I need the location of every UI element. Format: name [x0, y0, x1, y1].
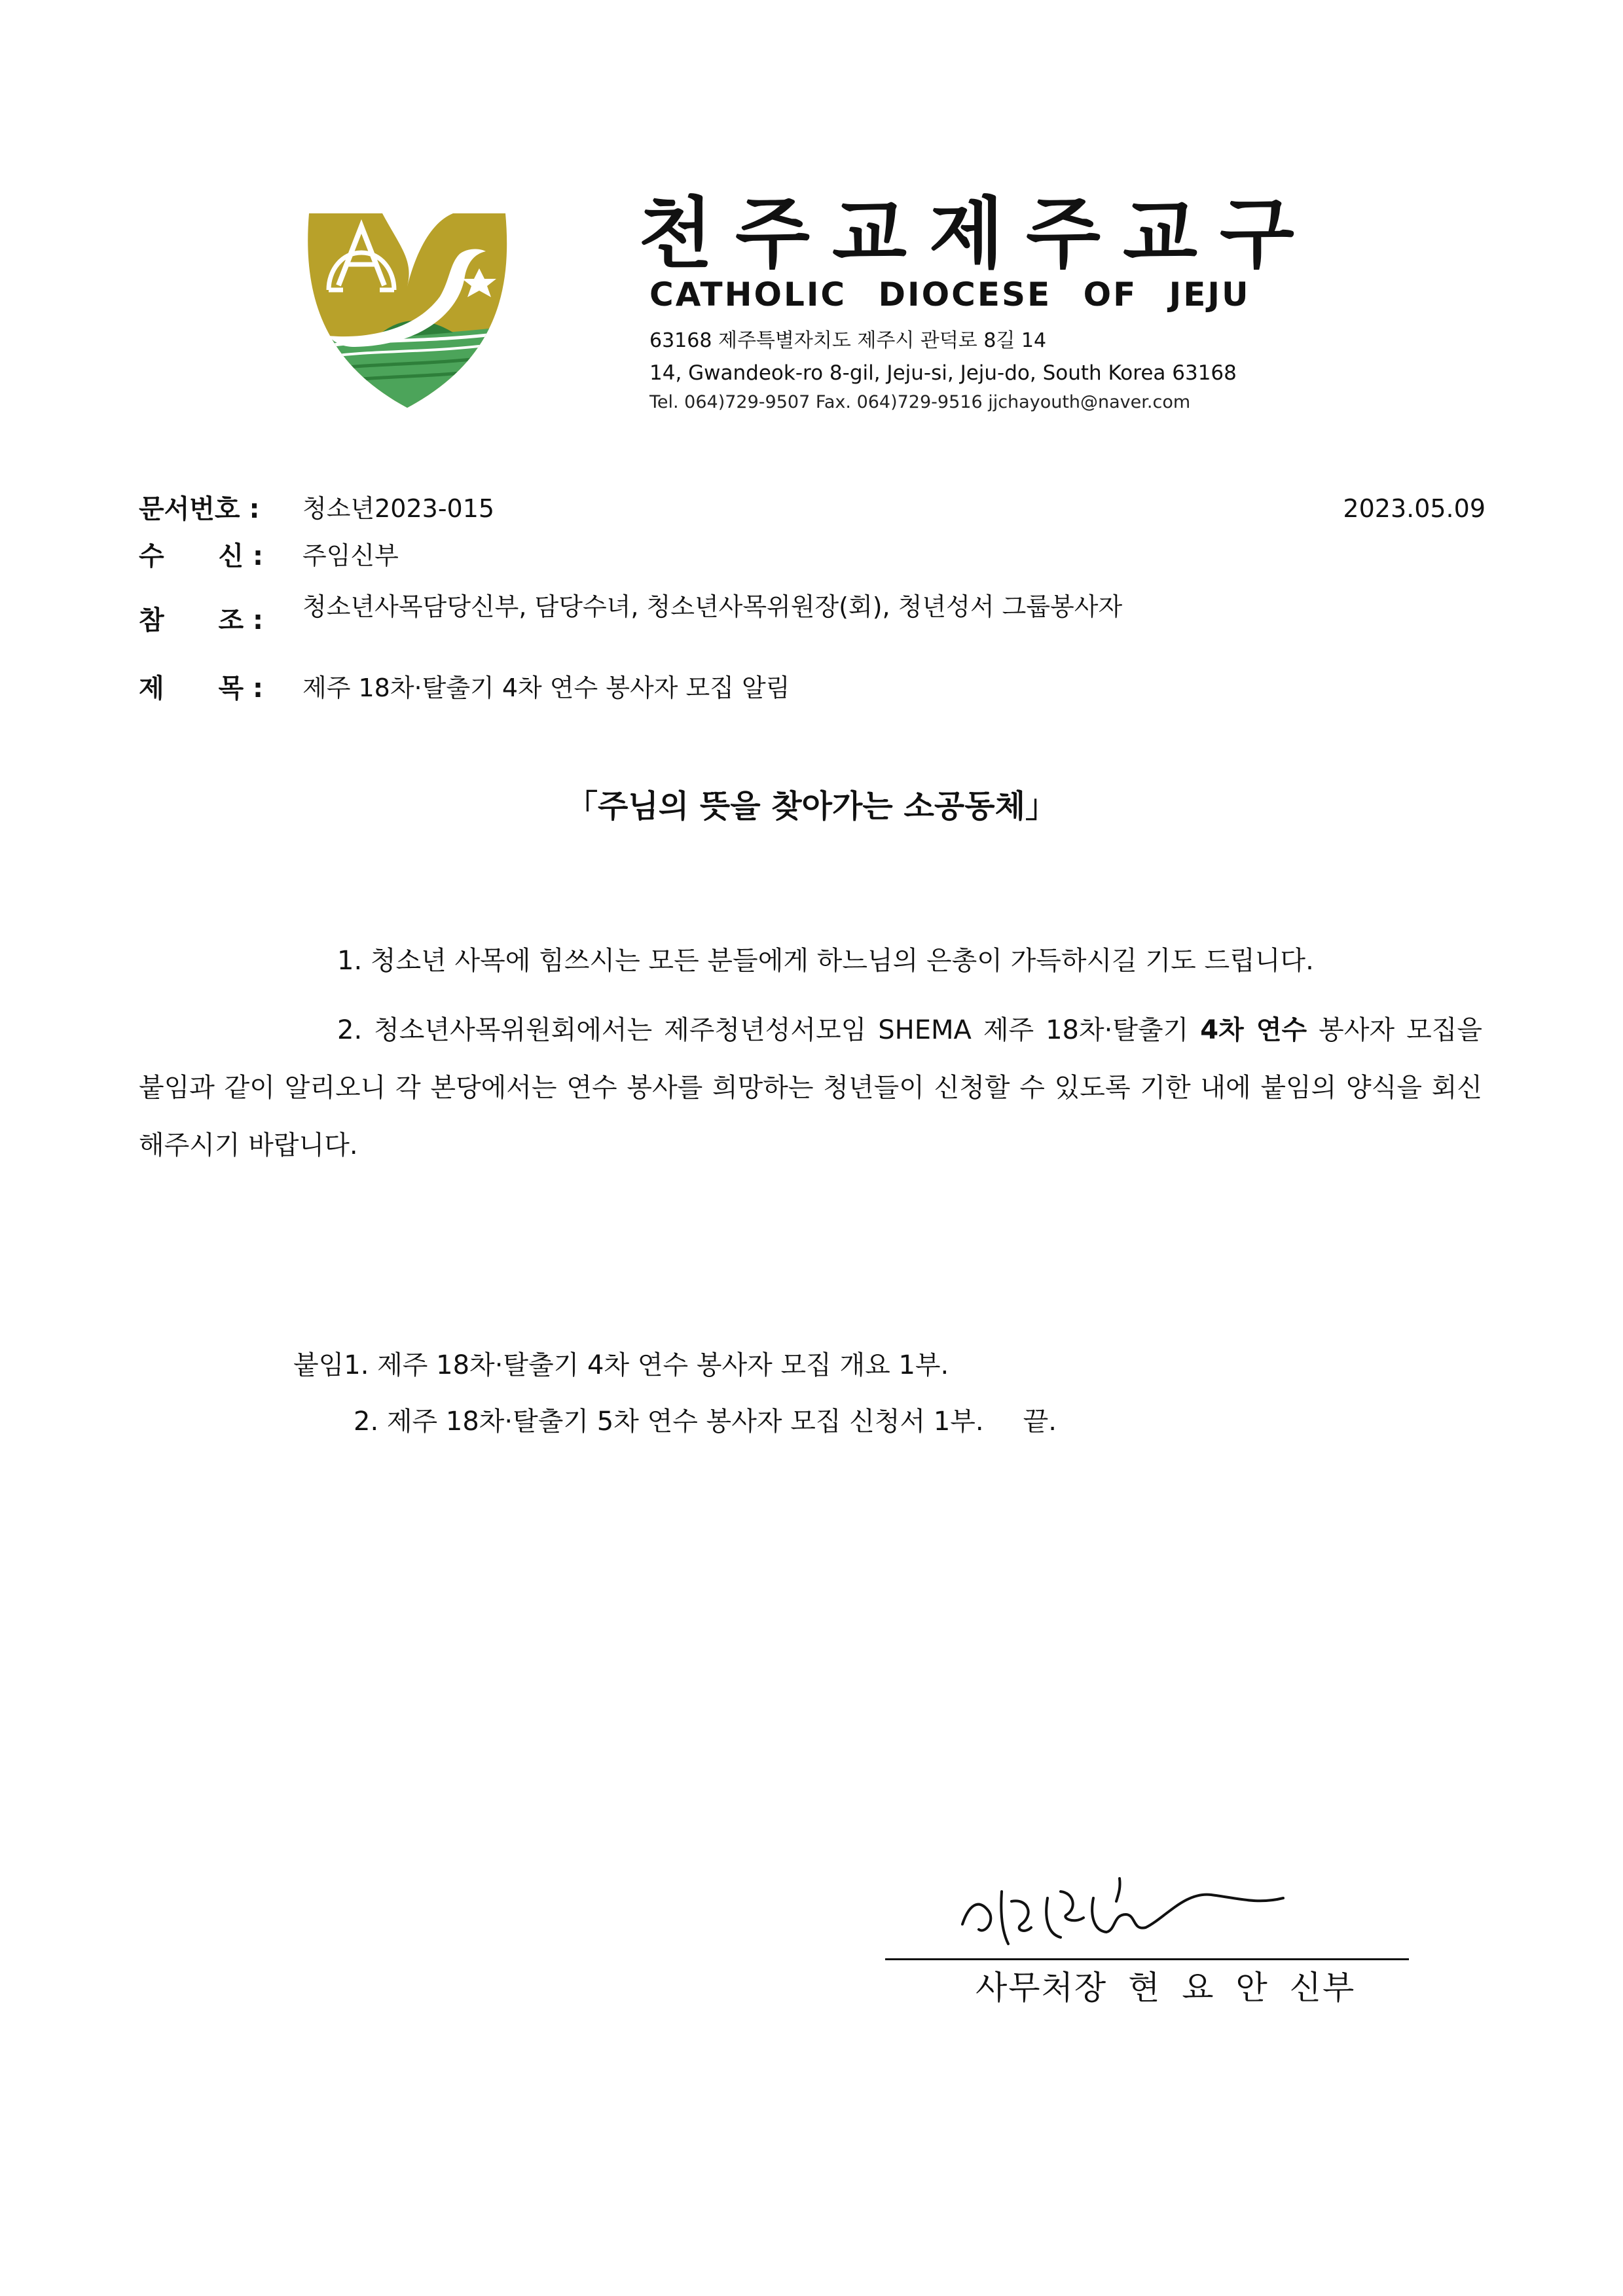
- recipient: 주임신부: [302, 541, 399, 570]
- diocese-emblem-icon: [302, 208, 512, 411]
- subject-label-group: [139, 675, 263, 702]
- signatory-name: 사무처장 현 요 안 신부: [976, 1969, 1356, 2007]
- doc-number: 청소년2023-015: [302, 494, 495, 523]
- subject: 제주 18차·탈출기 4차 연수 봉사자 모집 알림: [302, 673, 790, 702]
- recipient-label: [139, 543, 263, 569]
- body-paragraph-2-emphasis: 4차 연수: [1200, 1015, 1307, 1045]
- reference-label-b: 조 :: [218, 605, 263, 636]
- document-date: 2023.05.09: [1343, 494, 1486, 523]
- address-english: 14, Gwandeok-ro 8-gil, Jeju-si, Jeju-do, South Korea 63168: [649, 361, 1237, 385]
- signature-line: [885, 1958, 1409, 1960]
- reference-label: [139, 607, 263, 634]
- doc-number-label-text: 문서번호 :: [139, 494, 260, 524]
- address-korean: 63168 제주특별자치도 제주시 관덕로 8길 14: [649, 329, 1047, 352]
- body-paragraph-2: [139, 1001, 1482, 1174]
- doc-number-label: [139, 496, 259, 522]
- contact-info: Tel. 064)729-9507 Fax. 064)729-9516 jjchayouth@naver.com: [649, 392, 1191, 412]
- recipient-label-a: 수: [139, 541, 164, 571]
- subject-label-a: 제: [139, 673, 164, 704]
- body-paragraph-2-part-b: 봉사자 모집을 붙임과 같이 알리오니 각 본당에서는 연수 봉사를 희망하는 청년들이 신청할 수 있도록 기한 내에 붙임의 양식을 회신해주시기 바랍니다.: [139, 1015, 1482, 1160]
- subject-label-b: 목 :: [218, 673, 263, 704]
- attachment-item-1: 붙임1. 제주 18차·탈출기 4차 연수 봉사자 모집 개요 1부.: [293, 1350, 949, 1380]
- body-paragraph-1: 1. 청소년 사목에 힘쓰시는 모든 분들에게 하느님의 은총이 가득하시길 기도 드립니다.: [337, 946, 1314, 976]
- body-paragraph-2-part-a: 2. 청소년사목위원회에서는 제주청년성서모임 SHEMA 제주 18차·탈출기: [337, 1015, 1201, 1045]
- end-mark: 끝.: [1023, 1407, 1057, 1437]
- reference-label-a: 참: [139, 605, 164, 636]
- reference-recipients: 청소년사목담당신부, 담당수녀, 청소년사목위원장(회), 청년성서 그룹봉사자: [302, 592, 1123, 621]
- reference-label-group: [139, 607, 263, 634]
- attachment-item-2-text: 2. 제주 18차·탈출기 5차 연수 봉사자 모집 신청서 1부.: [354, 1407, 984, 1437]
- attachment-item-2: [354, 1408, 1057, 1435]
- organization-name-korean: 천주교제주교구: [638, 188, 1317, 279]
- subject-label: [139, 675, 263, 702]
- recipient-label-b: 신 :: [218, 541, 263, 571]
- recipient-label-group: [139, 543, 263, 569]
- handwritten-signature-icon: [949, 1852, 1290, 1957]
- organization-name-english: CATHOLIC DIOCESE OF JEJU: [649, 276, 1250, 314]
- slogan: 「주님의 뜻을 찾아가는 소공동체」: [566, 788, 1057, 825]
